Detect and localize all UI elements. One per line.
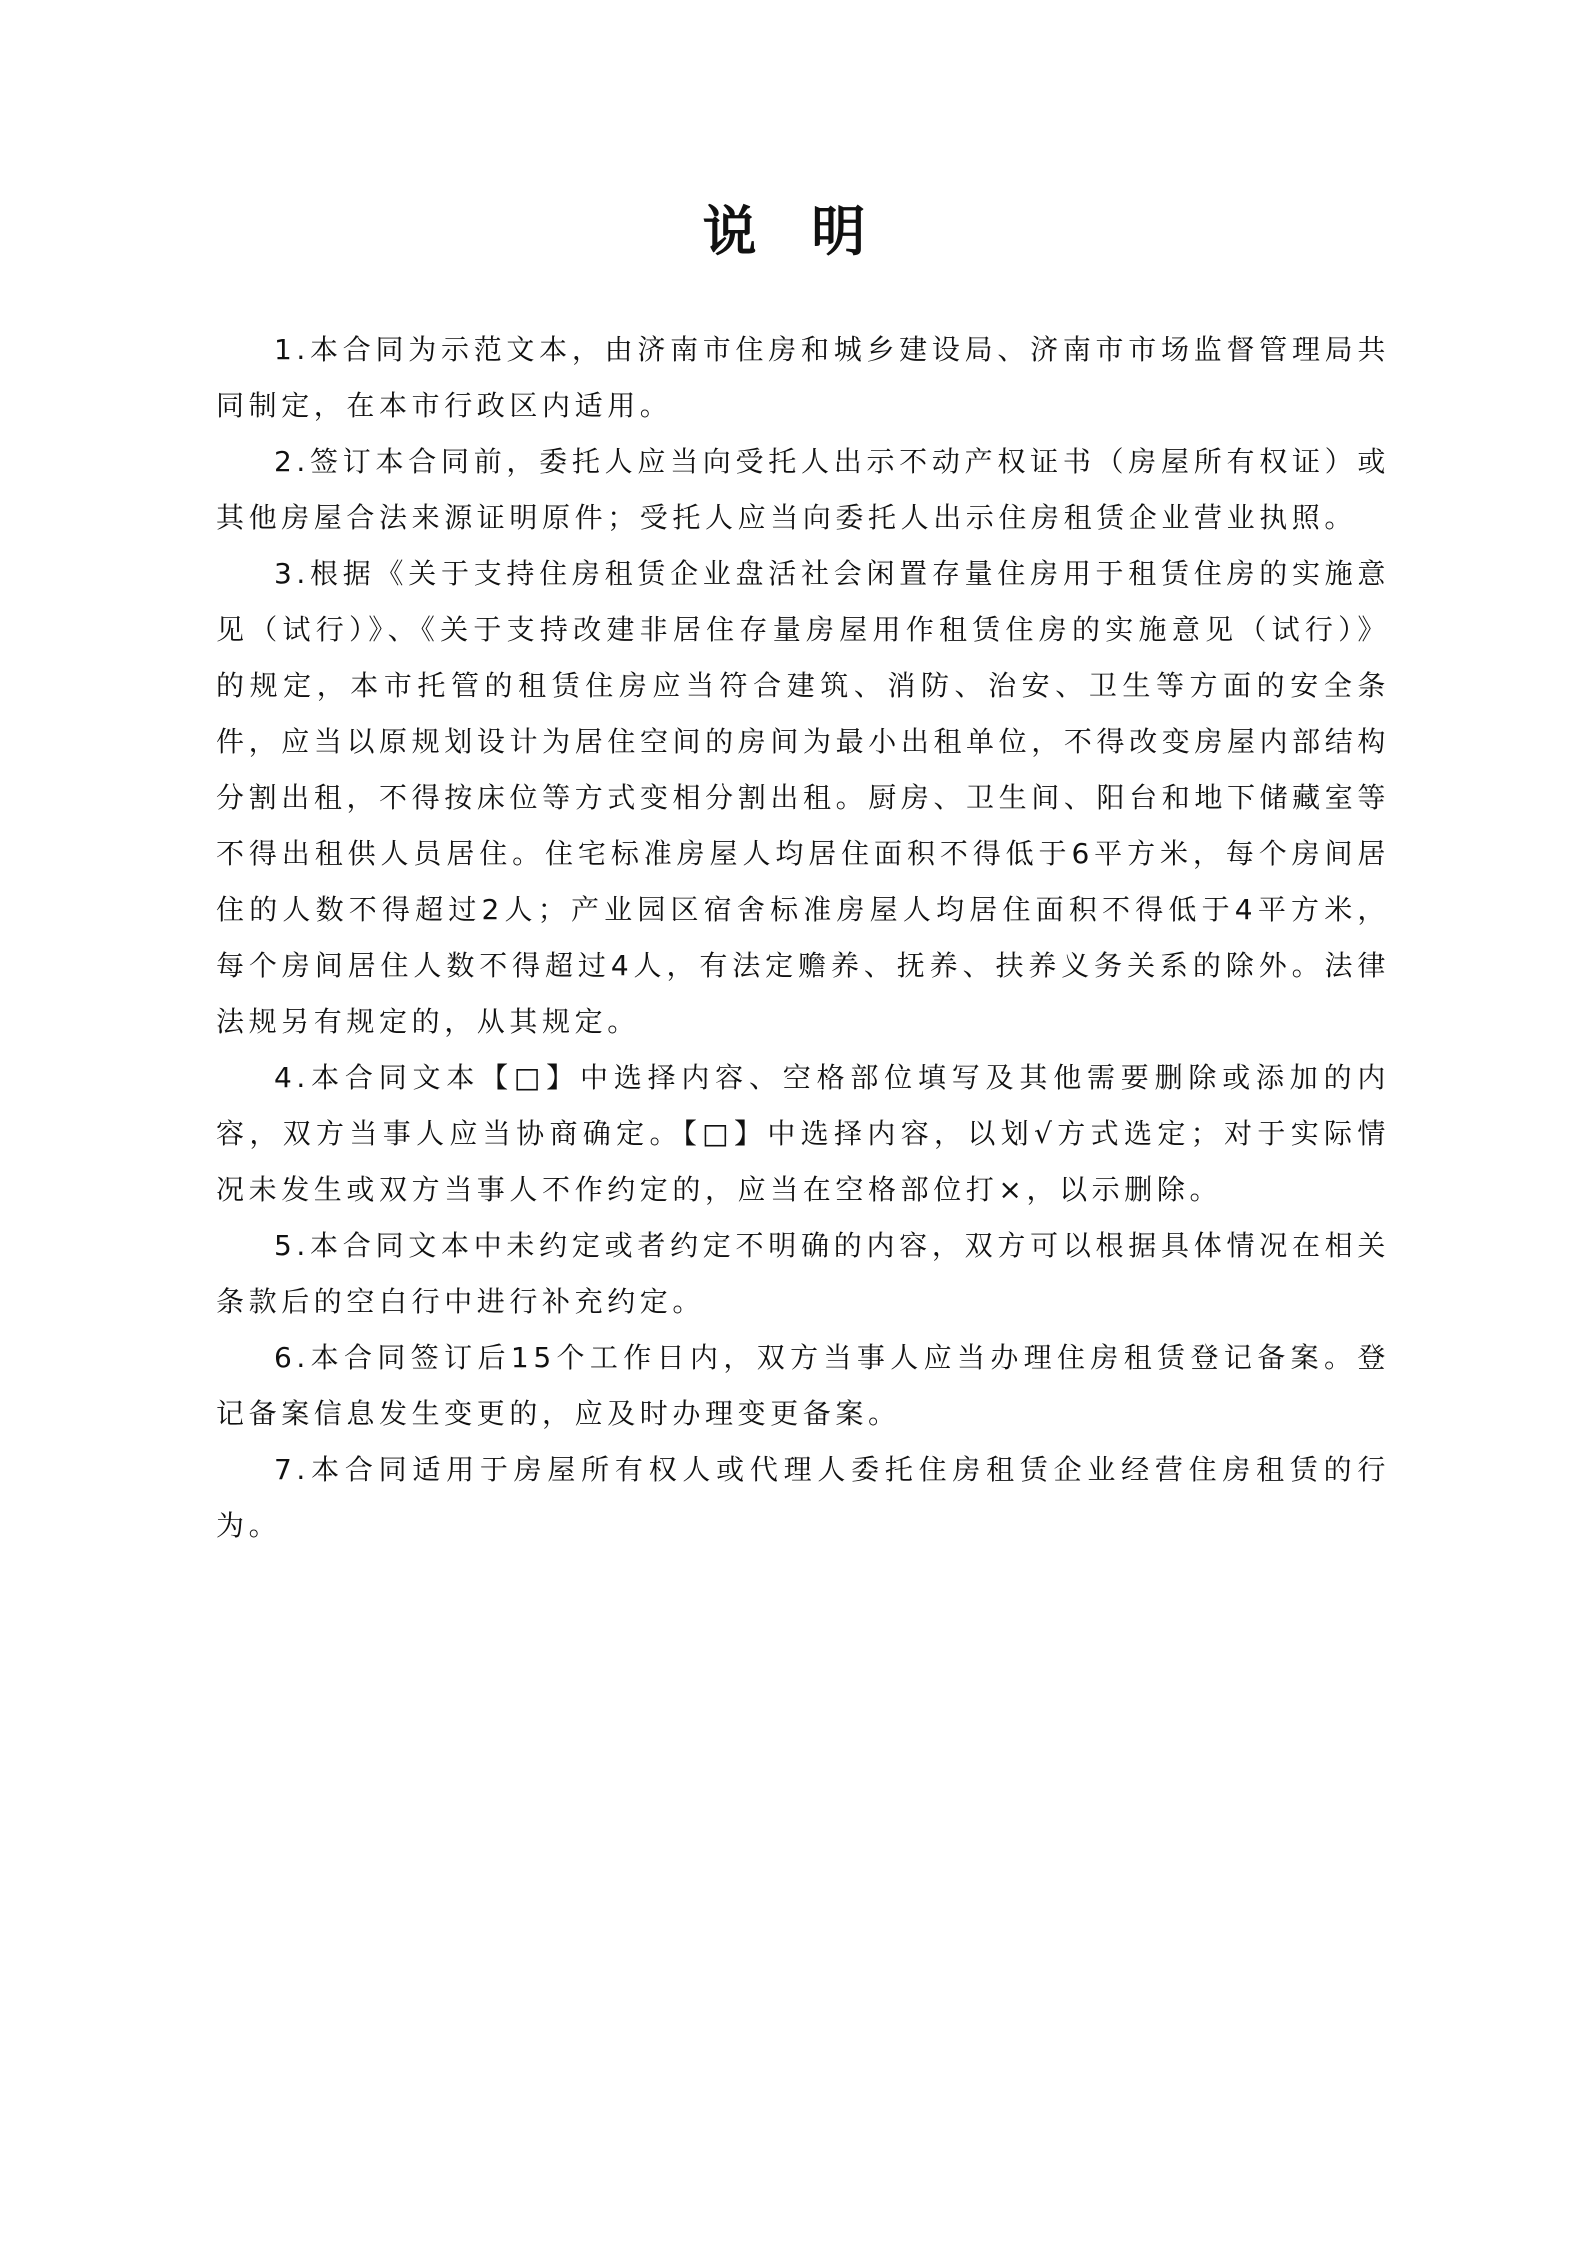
instruction-paragraph-2: 2.签订本合同前，委托人应当向受托人出示不动产权证书（房屋所有权证）或其他房屋合法来源证明原件；受托人应当向委托人出示住房租赁企业营业执照。 xyxy=(216,445,1390,534)
instruction-paragraph-4: 4.本合同文本【□】中选择内容、空格部位填写及其他需要删除或添加的内容，双方当事人应当协商确定。【□】中选择内容，以划√方式选定；对于实际情况未发生或双方当事人不作约定的，应当在空格部位打×，以示删除。 xyxy=(216,1061,1390,1206)
instructions-body xyxy=(216,322,1390,1554)
instruction-paragraph-6: 6.本合同签订后15个工作日内，双方当事人应当办理住房租赁登记备案。登记备案信息发生变更的，应及时办理变更备案。 xyxy=(216,1341,1390,1430)
instruction-paragraph-7: 7.本合同适用于房屋所有权人或代理人委托住房租赁企业经营住房租赁的行为。 xyxy=(216,1453,1390,1542)
instruction-paragraph-1: 1.本合同为示范文本，由济南市住房和城乡建设局、济南市市场监督管理局共同制定，在本市行政区内适用。 xyxy=(216,333,1390,422)
instruction-paragraph-3: 3.根据《关于支持住房租赁企业盘活社会闲置存量住房用于租赁住房的实施意见（试行）》、《关于支持改建非居住存量房屋用作租赁住房的实施意见（试行）》的规定，本市托管的租赁住房应当符合建筑、消防、治安、卫生等方面的安全条件，应当以原规划设计为居住空间的房间为最小出租单位，不得改变房屋内部结构分割出租，不得按床位等方式变相分割出租。厨房、卫生间、阳台和地下储藏室等不得出租供人员居住。住宅标准房屋人均居住面积不得低于6平方米，每个房间居住的人数不得超过2人；产业园区宿舍标准房屋人均居住面积不得低于4平方米，每个房间居住人数不得超过4人，有法定赡养、抚养、扶养义务关系的除外。法律法规另有规定的，从其规定。 xyxy=(216,557,1390,1038)
document-title: 说 明 xyxy=(702,199,884,263)
instruction-paragraph-5: 5.本合同文本中未约定或者约定不明确的内容，双方可以根据具体情况在相关条款后的空白行中进行补充约定。 xyxy=(216,1229,1390,1318)
